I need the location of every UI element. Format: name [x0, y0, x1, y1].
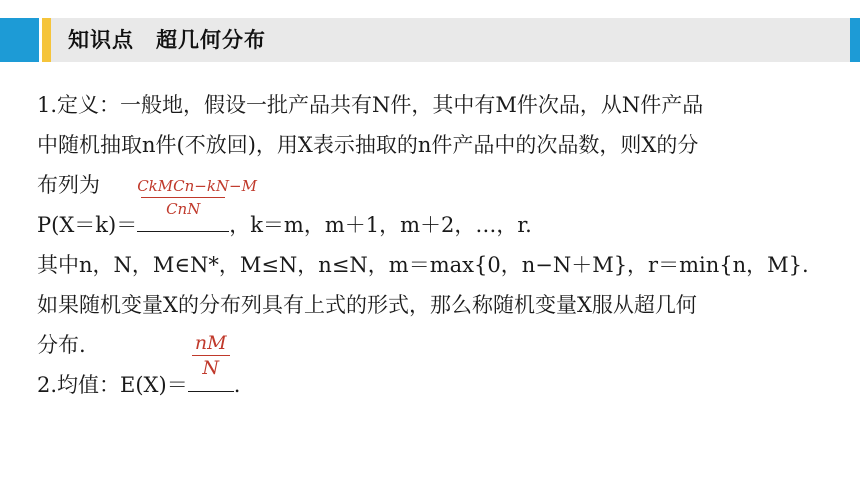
mean-fraction [188, 331, 234, 380]
header-yellow-stripe [42, 18, 51, 62]
definition-conditions: 其中n，N，M∈N*，M≤N，n≤N，m＝max{0，n−N＋M}，r＝min{n，M}. [37, 253, 809, 277]
definition-line-6: 如果随机变量X的分布列具有上式的形式，那么称随机变量X服从超几何 [37, 293, 697, 317]
header-blue-block [0, 18, 39, 62]
pmf-denominator: CnN [166, 200, 201, 218]
pmf-prefix: P(X＝k)＝ [37, 213, 138, 237]
fraction-bar [141, 197, 225, 198]
pmf-answer-blank [137, 177, 257, 232]
header-accent [850, 18, 860, 62]
section-header [0, 18, 860, 62]
mean-suffix: . [233, 373, 241, 397]
pmf-numerator: CkMCn−kN−M [137, 177, 257, 195]
fraction-bar [192, 355, 230, 356]
mean-prefix: 2.均值：E(X)＝ [37, 373, 188, 397]
definition-line-1: 1.定义：一般地，假设一批产品共有N件，其中有M件次品，从N件产品 [37, 93, 704, 117]
pmf-fraction [137, 175, 257, 220]
definition-line-3: 布列为 [37, 173, 100, 197]
content-body [37, 85, 837, 405]
mean-denominator: N [202, 357, 220, 379]
page-title: 知识点 超几何分布 [68, 28, 266, 52]
definition-line-2: 中随机抽取n件(不放回)，用X表示抽取的n件产品中的次品数，则X的分 [37, 133, 699, 157]
pmf-suffix: ，k＝m，m＋1，m＋2，…，r. [229, 213, 532, 237]
definition-line-7: 分布. [37, 333, 86, 357]
mean-answer-blank [188, 332, 234, 392]
mean-numerator: nM [194, 332, 227, 354]
